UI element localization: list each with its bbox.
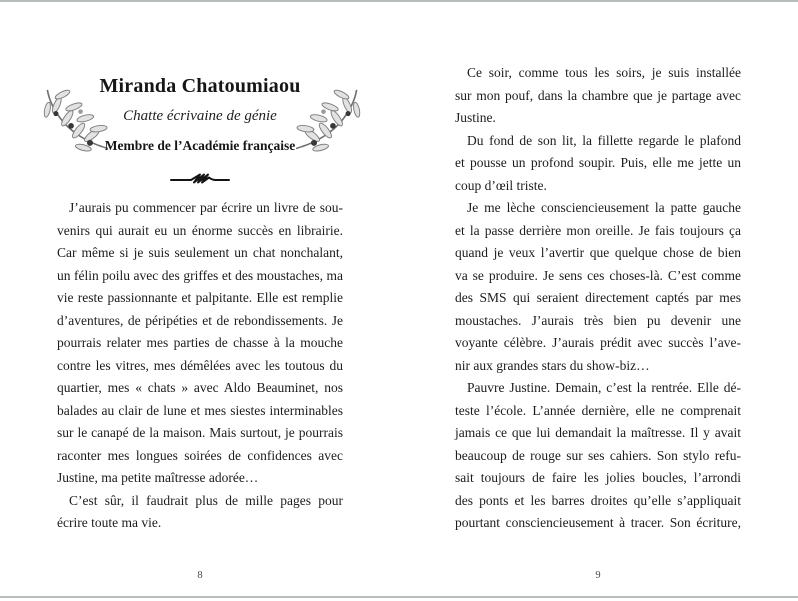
text-line: d’aventures, de péripéties et de rebondissements. Je <box>57 312 343 328</box>
text-line: coup d’œil triste. <box>455 177 547 193</box>
page-right <box>399 0 798 601</box>
page-right-text <box>455 62 741 535</box>
text-line: sur le canapé de la maison. Mais surtout, je pourrais <box>57 425 343 440</box>
text-line: balades au clair de lune et mes siestes interminables <box>57 402 343 418</box>
paragraph <box>455 62 741 130</box>
text-line: Pauvre Justine. Demain, c’est la rentrée. Elle dé- <box>467 380 741 395</box>
text-line: J’aurais pu commencer par écrire un livre de sou- <box>69 200 343 215</box>
text-line: Ce soir, comme tous les soirs, je suis installée <box>467 65 741 80</box>
paragraph <box>455 197 741 377</box>
text-line: et la passe derrière mon oreille. Je fais toujours ça <box>455 222 741 238</box>
squiggle-divider-icon <box>57 171 343 191</box>
paragraph <box>455 130 741 198</box>
chapter-author-title: Miranda Chatoumiaou <box>99 75 301 97</box>
text-line: Justine. <box>455 110 496 125</box>
text-line: va se produire. Je sens ces choses-là. C’est comme <box>455 267 741 283</box>
text-line: venirs qui aurait eu un énorme succès en librairie. <box>57 222 343 238</box>
paragraph <box>57 490 343 535</box>
text-line: et pousse un profond soupir. Puis, elle me jette un <box>455 155 741 170</box>
text-line: jamais ce que lui demandait la maîtresse. Il y avait <box>455 425 741 440</box>
text-line: Du fond de son lit, la fillette regarde le plafond <box>467 132 741 148</box>
text-line: teste l’école. L’année dernière, elle ne comprenait <box>455 402 741 418</box>
page-number-left: 8 <box>197 570 203 581</box>
text-line: Car même si je suis seulement un chat nonchalant, <box>57 245 343 260</box>
text-line: un félin poilu avec des griffes et des moustaches, ma <box>57 267 343 283</box>
chapter-author-subtitle: Chatte écrivaine de génie <box>123 108 277 124</box>
text-line: moustaches. J’aurais très bien pu devenir une <box>455 312 741 328</box>
text-line: raconter mes longues soirées de confidences avec <box>57 447 343 463</box>
text-line: C’est sûr, il faudrait plus de mille pages pour <box>69 492 343 508</box>
page-left-text <box>57 197 343 535</box>
text-line: voyante célèbre. J’aurais prédit avec succès l’ave- <box>455 335 741 350</box>
text-line: beaucoup de rouge sur ses cahiers. Son stylo refu- <box>455 447 741 463</box>
text-line: des SMS qui seraient directement captés par mes <box>455 290 741 305</box>
text-line: sur mon pouf, dans la chambre que je partage avec <box>455 87 741 103</box>
text-line: pourrais relater mes parties de chasse à la mouche <box>57 335 343 350</box>
text-line: contre les vitres, mes démêlées avec les toutous du <box>57 357 343 373</box>
text-line: écrire toute ma vie. <box>57 515 162 530</box>
text-line: des ponts et les barres droites qu’elle s’appliquait <box>455 492 741 508</box>
page-number-right: 9 <box>595 570 601 581</box>
text-line: pourtant consciencieusement à tracer. Son écriture, <box>455 515 741 530</box>
text-line: Justine, ma petite maîtresse adorée… <box>57 470 259 485</box>
text-line: vie reste passionnante et palpitante. Elle est remplie <box>57 290 343 305</box>
chapter-author-affiliation: Membre de l’Académie française <box>104 138 296 153</box>
text-line: quand je veux l’avertir que quelque chose de bien <box>455 245 741 260</box>
text-line: quartier, mes « chats » avec Aldo Beauminet, nos <box>57 380 343 395</box>
text-line: nir aux grandes stars du show-biz… <box>455 357 650 373</box>
paragraph <box>57 197 343 490</box>
paragraph <box>455 377 741 535</box>
text-line: sait toujours de faire les jolies boucles, l’arrondi <box>455 470 741 485</box>
bottom-edge-line <box>0 596 798 598</box>
text-line: Je me lèche consciencieusement la patte gauche <box>467 200 741 215</box>
